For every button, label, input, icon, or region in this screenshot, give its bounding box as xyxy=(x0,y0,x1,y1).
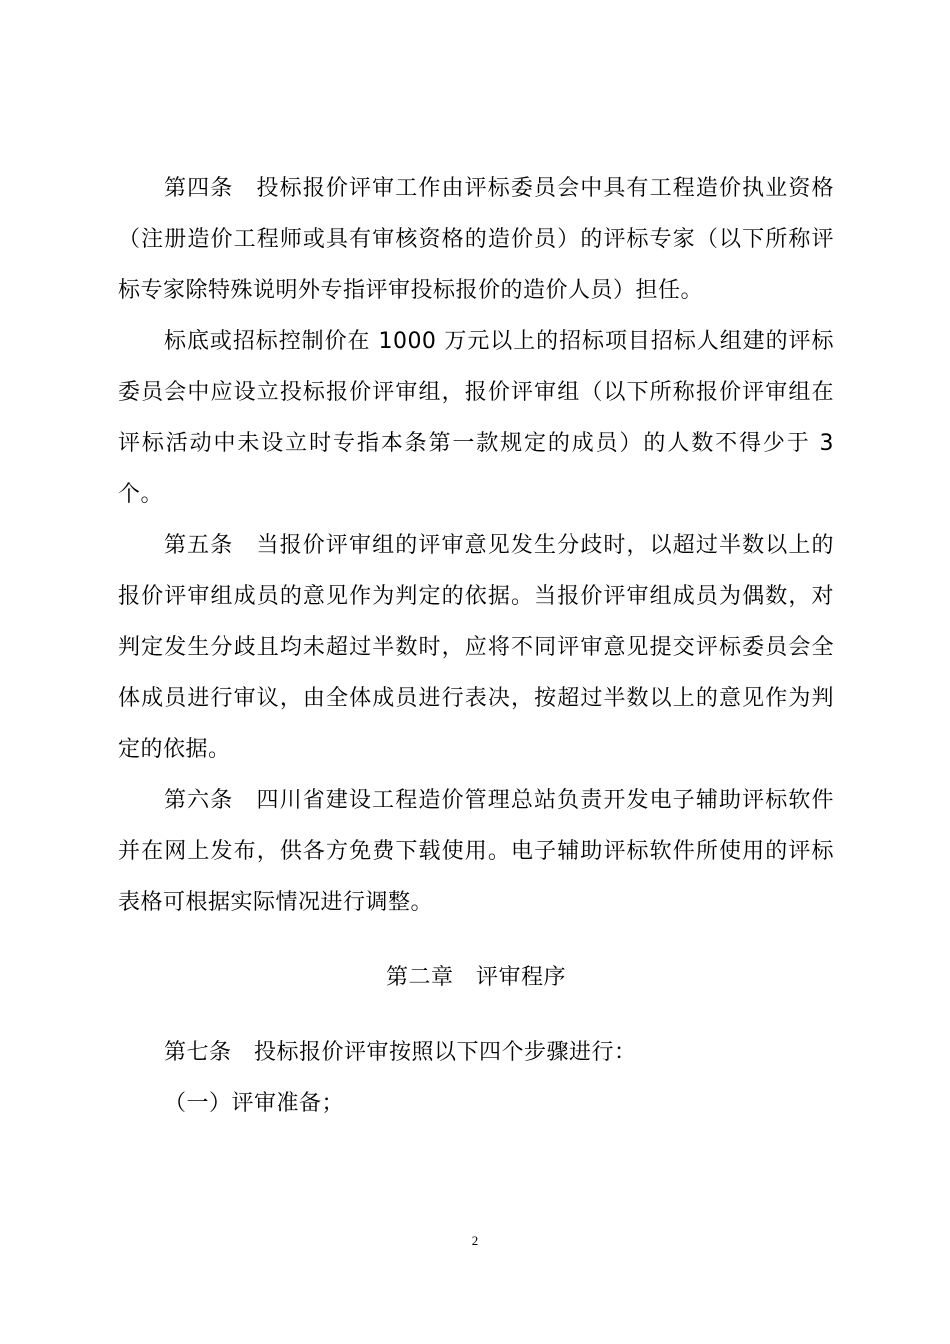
chapter-heading: 第二章 评审程序 xyxy=(385,965,566,990)
page-number: 2 xyxy=(471,1233,479,1248)
article-6-paragraph: 第六条 四川省建设工程造价管理总站负责开发电子辅助评标软件并在网上发布，供各方免费下载使用。电子辅助评标软件所使用的评标表格可根据实际情况进行调整。 xyxy=(118,788,834,915)
article-4-clause-2-paragraph: 标底或招标控制价在 1000 万元以上的招标项目招标人组建的评标委员会中应设立投标报价评审组，报价评审组（以下所称报价评审组在评标活动中未设立时专指本条第一款规定的成员）的人数不得少于 3 个。 xyxy=(118,329,834,507)
article-4-paragraph: 第四条 投标报价评审工作由评标委员会中具有工程造价执业资格（注册造价工程师或具有审核资格的造价员）的评标专家（以下所称评标专家除特殊说明外专指评审投标报价的造价人员）担任。 xyxy=(118,176,834,303)
document-body xyxy=(118,163,834,1129)
article-5-paragraph: 第五条 当报价评审组的评审意见发生分歧时，以超过半数以上的报价评审组成员的意见作为判定的依据。当报价评审组成员为偶数，对判定发生分歧且均未超过半数时，应将不同评审意见提交评标委员会全体成员进行审议，由全体成员进行表决，按超过半数以上的意见作为判定的依据。 xyxy=(118,533,834,762)
step-1-item: （一）评审准备； xyxy=(164,1091,345,1116)
article-7-paragraph: 第七条 投标报价评审按照以下四个步骤进行： xyxy=(164,1040,637,1065)
